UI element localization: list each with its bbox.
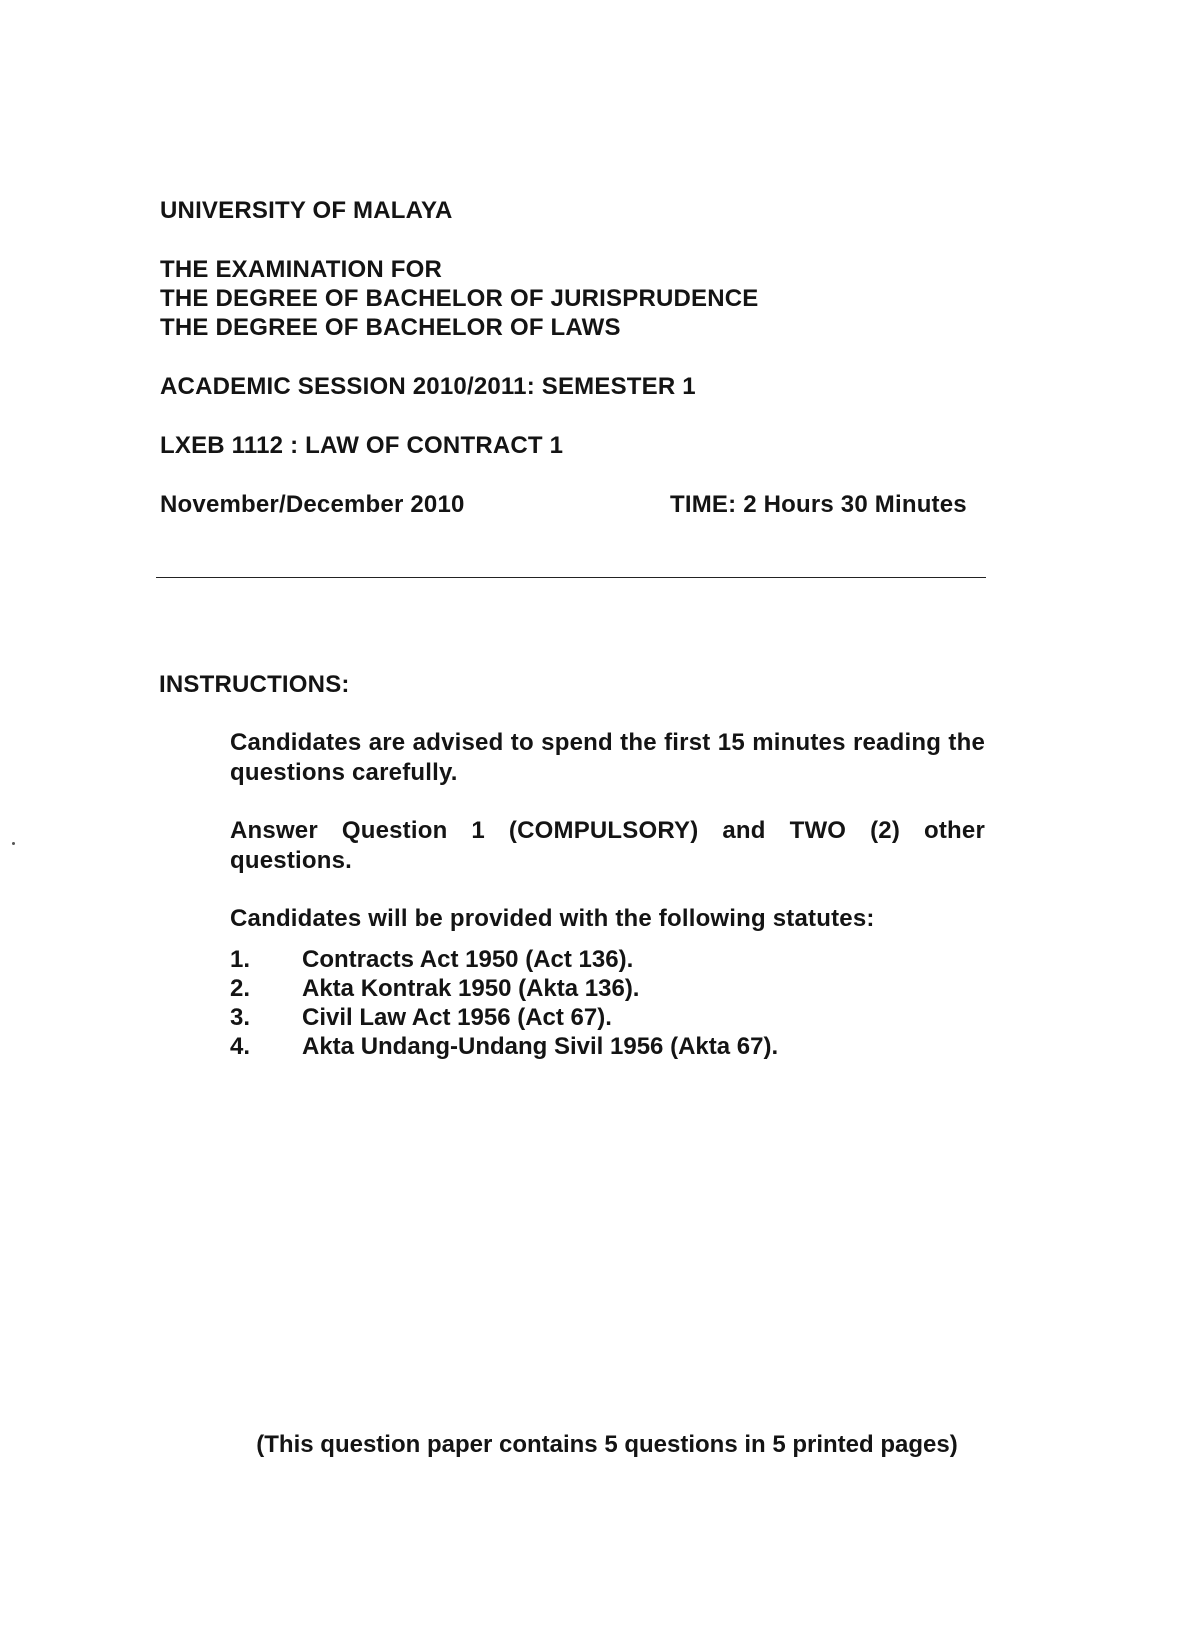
exam-duration: TIME: 2 Hours 30 Minutes: [670, 491, 967, 518]
degree-jurisprudence: THE DEGREE OF BACHELOR OF JURISPRUDENCE: [160, 285, 759, 312]
instruction-statutes-intro: Candidates will be provided with the following statutes:: [230, 905, 875, 932]
instruction-answer-questions: Answer Question 1 (COMPULSORY) and TWO (2) other questions.: [230, 817, 985, 874]
statutes-list: [230, 945, 990, 1061]
list-item: 3. Civil Law Act 1956 (Act 67).: [230, 1004, 612, 1031]
list-item: 1. Contracts Act 1950 (Act 136).: [230, 946, 634, 973]
university-name: UNIVERSITY OF MALAYA: [160, 197, 453, 224]
exam-title: THE EXAMINATION FOR: [160, 256, 443, 283]
divider-line: [156, 577, 986, 578]
list-item: 2. Akta Kontrak 1950 (Akta 136).: [230, 975, 640, 1002]
list-item: 4. Akta Undang-Undang Sivil 1956 (Akta 67).: [230, 1033, 779, 1060]
instructions-heading: INSTRUCTIONS:: [159, 671, 350, 698]
course-title: LXEB 1112 : LAW OF CONTRACT 1: [160, 432, 564, 459]
exam-date: November/December 2010: [160, 491, 465, 518]
academic-session: ACADEMIC SESSION 2010/2011: SEMESTER 1: [160, 373, 696, 400]
scan-speck: [12, 842, 15, 845]
instruction-reading-time: Candidates are advised to spend the first 15 minutes reading the questions carefully.: [230, 729, 985, 786]
degree-laws: THE DEGREE OF BACHELOR OF LAWS: [160, 314, 621, 341]
page-count-note: (This question paper contains 5 questions in 5 printed pages): [256, 1431, 958, 1458]
